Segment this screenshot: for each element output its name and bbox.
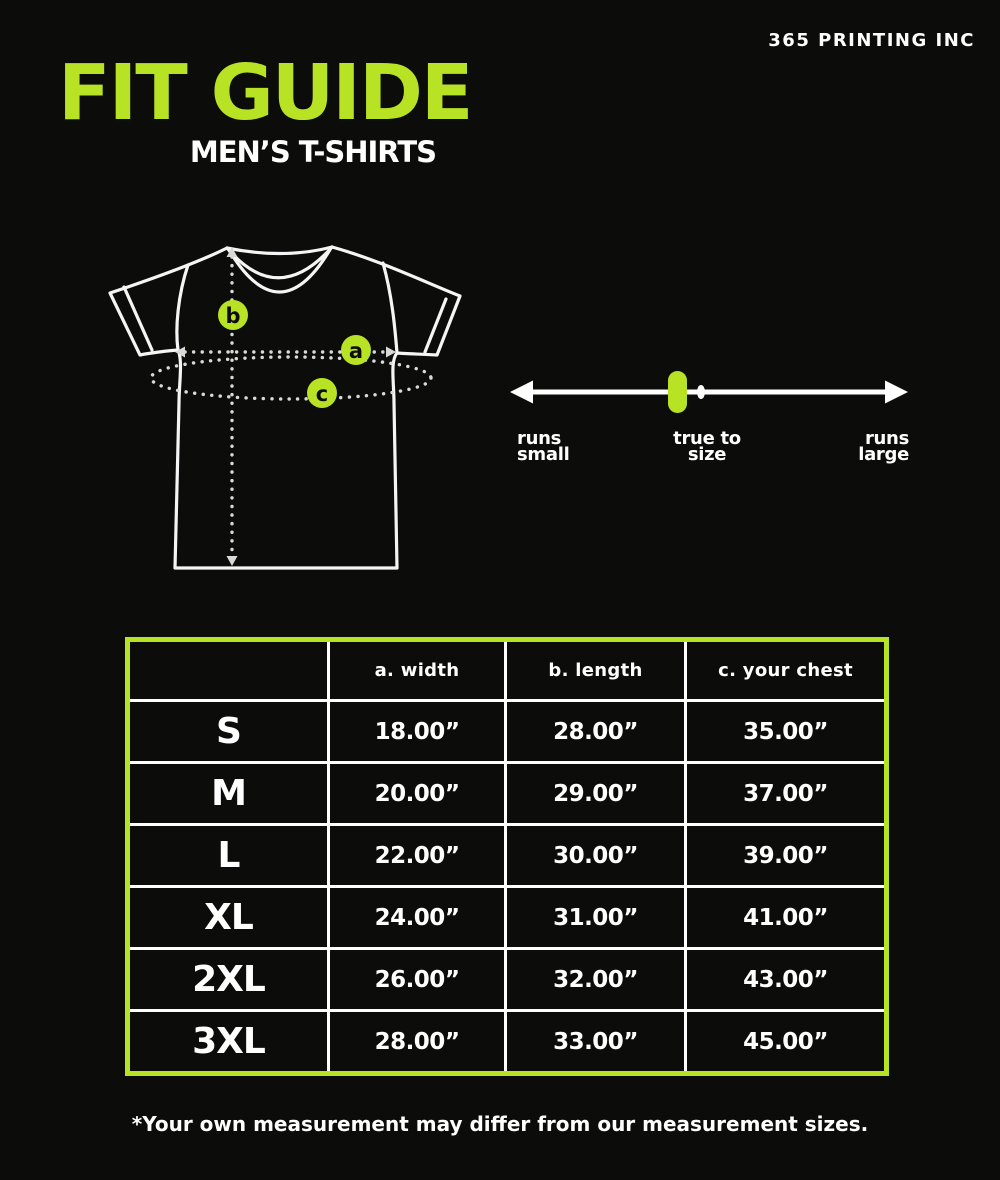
- tshirt-outline-icon: [110, 247, 460, 568]
- chest-value: 43.00”: [686, 949, 887, 1011]
- fit-scale: [505, 365, 913, 480]
- fit-scale-arrow-icon: [505, 365, 913, 421]
- footnote: *Your own measurement may differ from our measurement sizes.: [131, 1112, 869, 1136]
- length-value: 32.00”: [506, 949, 686, 1011]
- width-value: 24.00”: [329, 887, 506, 949]
- col-header-length: b. length: [506, 640, 686, 701]
- size-table: [125, 637, 889, 1076]
- table-row: [128, 1011, 887, 1074]
- length-value: 28.00”: [506, 701, 686, 763]
- length-value: 29.00”: [506, 763, 686, 825]
- width-value: 22.00”: [329, 825, 506, 887]
- marker-c: [307, 378, 337, 408]
- marker-b: [218, 300, 248, 330]
- fit-scale-center-dot: [697, 385, 705, 399]
- table-row: [128, 825, 887, 887]
- length-value: 31.00”: [506, 887, 686, 949]
- size-label: L: [128, 825, 329, 887]
- measure-ellipse-chest: [151, 357, 431, 399]
- fit-scale-label-runs-small: runs small: [517, 428, 570, 465]
- marker-a: [341, 335, 371, 365]
- size-label: 3XL: [128, 1011, 329, 1074]
- width-value: 26.00”: [329, 949, 506, 1011]
- chest-value: 37.00”: [686, 763, 887, 825]
- table-row: [128, 701, 887, 763]
- width-value: 18.00”: [329, 701, 506, 763]
- table-row: [128, 763, 887, 825]
- marker-b-label: b: [225, 304, 241, 328]
- chest-value: 41.00”: [686, 887, 887, 949]
- size-label: XL: [128, 887, 329, 949]
- col-header-size: [128, 640, 329, 701]
- chest-value: 35.00”: [686, 701, 887, 763]
- fit-scale-label-runs-large: runs large: [858, 428, 909, 465]
- tshirt-diagram: [95, 233, 475, 583]
- page-subtitle: MEN’S T-SHIRTS: [189, 135, 436, 169]
- length-value: 33.00”: [506, 1011, 686, 1074]
- col-header-chest: c. your chest: [686, 640, 887, 701]
- table-header-row: [128, 640, 887, 701]
- fit-scale-label-true-to-size: true to size: [673, 428, 741, 465]
- fit-scale-marker: [668, 371, 687, 413]
- width-value: 28.00”: [329, 1011, 506, 1074]
- marker-a-label: a: [348, 339, 364, 363]
- size-label: 2XL: [128, 949, 329, 1011]
- brand-name: 365 PRINTING INC: [768, 30, 975, 51]
- table-row: [128, 887, 887, 949]
- marker-c-label: c: [315, 382, 329, 406]
- length-value: 30.00”: [506, 825, 686, 887]
- table-row: [128, 949, 887, 1011]
- col-header-width: a. width: [329, 640, 506, 701]
- page-title: FIT GUIDE: [58, 49, 472, 138]
- size-label: S: [128, 701, 329, 763]
- size-label: M: [128, 763, 329, 825]
- width-value: 20.00”: [329, 763, 506, 825]
- measure-line-length: [225, 247, 241, 566]
- chest-value: 45.00”: [686, 1011, 887, 1074]
- chest-value: 39.00”: [686, 825, 887, 887]
